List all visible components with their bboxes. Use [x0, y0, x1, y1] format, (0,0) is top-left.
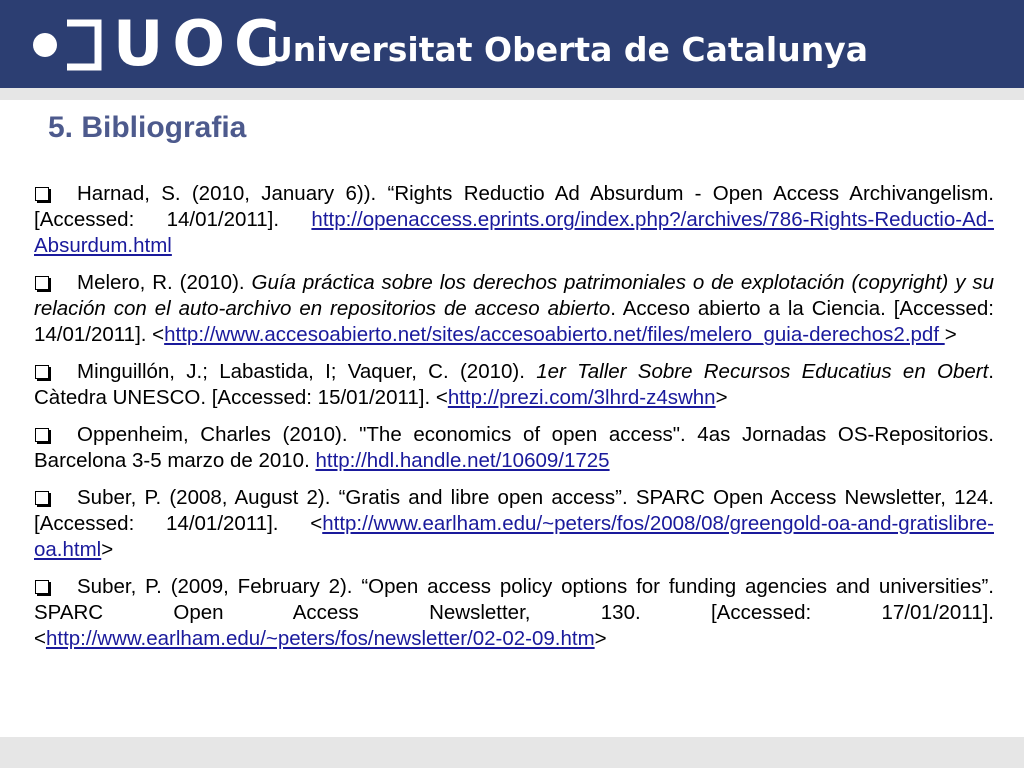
reference-item	[34, 270, 994, 348]
reference-title: 1er Taller Sobre Recursos Educatius en Obert	[536, 360, 989, 383]
reference-link[interactable]: http://www.earlham.edu/~peters/fos/2008/08/greengold-oa-and-gratislibre-oa.html	[34, 512, 994, 561]
reference-list	[34, 181, 994, 663]
square-bullet-icon	[35, 428, 49, 442]
reference-link[interactable]: http://www.earlham.edu/~peters/fos/newsletter/02-02-09.htm	[45, 627, 595, 650]
reference-text: Melero, R. (2010).	[77, 271, 252, 294]
reference-text: >	[101, 538, 114, 561]
square-bullet-icon	[35, 276, 49, 290]
reference-text: Oppenheim, Charles (2010). "The economics of open access". 4as Jornadas OS-Repositorios. Barcelona 3-5 marzo de 2010.	[34, 423, 994, 472]
reference-text: Suber, P. (2009, February 2). “Open access policy options for funding agencies and universities”. SPARC Open Access Newsletter, 130. [Accessed: 17/01/2011]. <	[34, 575, 994, 650]
slide-title: 5. Bibliografia	[48, 111, 247, 144]
uoc-logo-icon	[30, 16, 104, 74]
reference-link[interactable]: http://openaccess.eprints.org/index.php?/archives/786-Rights-Reductio-Ad-Absurdum.html	[34, 208, 994, 257]
reference-text: Harnad, S. (2010, January 6)). “Rights Reductio Ad Absurdum - Open Access Archivangelism. [Accessed: 14/01/2011].	[34, 182, 994, 231]
reference-title: Guía práctica sobre los derechos patrimoniales o de explotación (copyright) y su relación con el auto-archivo en repositorios de acceso abierto	[34, 271, 994, 320]
reference-text: . Acceso abierto a la Ciencia. [Accessed: 14/01/2011]. <	[34, 297, 994, 346]
reference-item	[34, 359, 994, 411]
reference-text: >	[594, 627, 607, 650]
reference-item	[34, 485, 994, 563]
header-underline	[0, 88, 1024, 100]
reference-text: . Càtedra UNESCO. [Accessed: 15/01/2011]. <	[34, 360, 994, 409]
reference-link[interactable]: http://prezi.com/3lhrd-z4swhn	[447, 386, 716, 409]
logo-letters: UOC	[113, 7, 289, 80]
university-name: Universitat Oberta de Catalunya	[266, 30, 868, 69]
header-bar	[0, 0, 1024, 88]
reference-text: Minguillón, J.; Labastida, I; Vaquer, C. (2010).	[77, 360, 537, 383]
square-bullet-icon	[35, 187, 49, 201]
footer-bar	[0, 737, 1024, 768]
reference-item	[34, 181, 994, 259]
reference-text: Suber, P. (2008, August 2). “Gratis and libre open access”. SPARC Open Access Newsletter, 124. [Accessed: 14/01/2011]. <	[34, 486, 994, 535]
square-bullet-icon	[35, 580, 49, 594]
reference-item	[34, 574, 994, 652]
reference-link[interactable]: http://www.accesoabierto.net/sites/accesoabierto.net/files/melero_guia-derechos2.pdf	[164, 323, 945, 346]
square-bullet-icon	[35, 365, 49, 379]
reference-text: >	[715, 386, 728, 409]
square-bullet-icon	[35, 491, 49, 505]
reference-item	[34, 422, 994, 474]
reference-text: >	[944, 323, 957, 346]
reference-link[interactable]: http://hdl.handle.net/10609/1725	[315, 449, 610, 472]
